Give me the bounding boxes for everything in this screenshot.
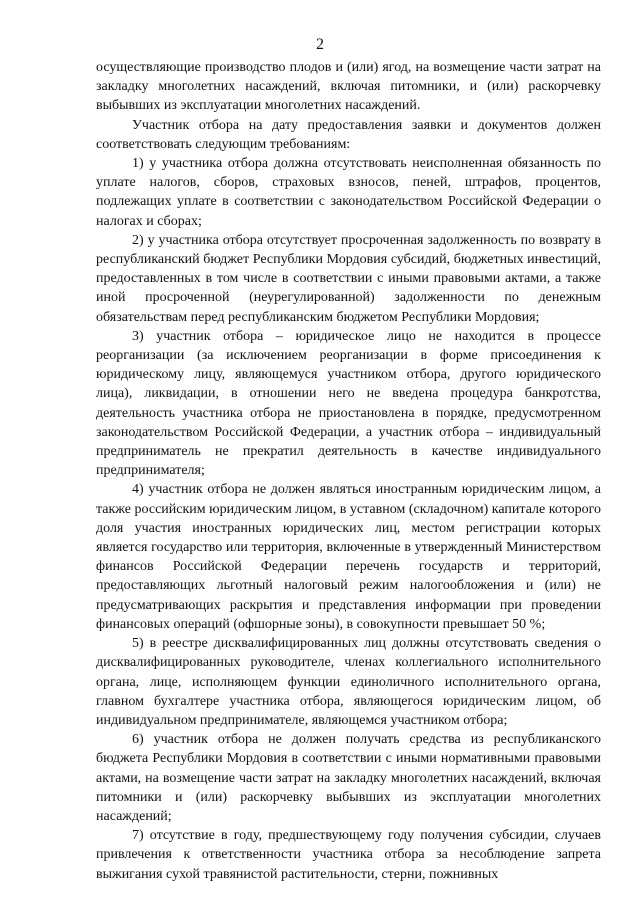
paragraph-requirement-2: 2) у участника отбора отсутствует просроченная задолженность по возврату в республиканский бюджет Республики Мордовия субсидий, бюджетных инвестиций, предоставленных в том числе в соответствии с иными правовыми актами, а также иной просроченной (неурегулированной) задолженности по денежным обязательствам перед республиканским бюджетом Республики Мордовия; (96, 232, 601, 325)
paragraph-requirement-1: 1) у участника отбора должна отсутствовать неисполненная обязанность по уплате налогов, сборов, страховых взносов, пеней, штрафов, процентов, подлежащих уплате в соответствии с законодательством Российской Федерации о налогах и сборах; (96, 156, 601, 229)
paragraph-requirement-7: 7) отсутствие в году, предшествующему году получения субсидии, случаев привлечения к ответственности участника отбора за несоблюдение запрета выжигания сухой травянистой растительности, стерни, пожнивных (96, 828, 601, 882)
paragraph-requirement-6: 6) участник отбора не должен получать средства из республиканского бюджета Республики Мордовия в соответствии с иными нормативными правовыми актами, на возмещение части затрат на закладку многолетних насаждений, включая питомники и (или) раскорчевку выбывших из эксплуатации многолетних насаждений; (96, 732, 601, 824)
paragraph-requirements-intro: Участник отбора на дату предоставления заявки и документов должен соответствовать следующим требованиям: (96, 117, 601, 152)
paragraph-intro-continuation: осуществляющие производство плодов и (или) ягод, на возмещение части затрат на закладку многолетних насаждений, включая питомники, и (или) раскорчевку выбывших из эксплуатации многолетних насаждений. (96, 60, 601, 114)
page-number: 2 (316, 36, 324, 53)
paragraph-requirement-5: 5) в реестре дисквалифицированных лиц должны отсутствовать сведения о дисквалифицированных руководителе, членах коллегиального исполнительного органа, лице, исполняющем функции единоличного исполнительного органа, главном бухгалтере участника отбора, являющегося юридическим лицом, об индивидуальном предпринимателе, являющемся участником отбора; (96, 636, 601, 728)
paragraph-requirement-4: 4) участник отбора не должен являться иностранным юридическим лицом, а также российским юридическим лицом, в уставном (складочном) капитале которого доля участия иностранных юридических лиц, местом регистрации которых является государство или территория, включенные в утвержденный Министерством финансов Российской Федерации перечень государств и территорий, предоставляющих льготный налоговый режим налогообложения и (или) не предусматривающих раскрытия и представления информации при проведении финансовых операций (офшорные зоны), в совокупности превышает 50 %; (96, 482, 601, 632)
document-body (96, 58, 601, 884)
paragraph-requirement-3: 3) участник отбора – юридическое лицо не находится в процессе реорганизации (за исключением реорганизации в форме присоединения к юридическому лицу, являющемуся участником отбора, другого юридического лица), ликвидации, в отношении него не введена процедура банкротства, деятельность участника отбора не приостановлена в порядке, предусмотренном законодательством Российской Федерации, а участник отбора – индивидуальный предприниматель не прекратил деятельность в качестве индивидуального предпринимателя; (96, 328, 601, 479)
